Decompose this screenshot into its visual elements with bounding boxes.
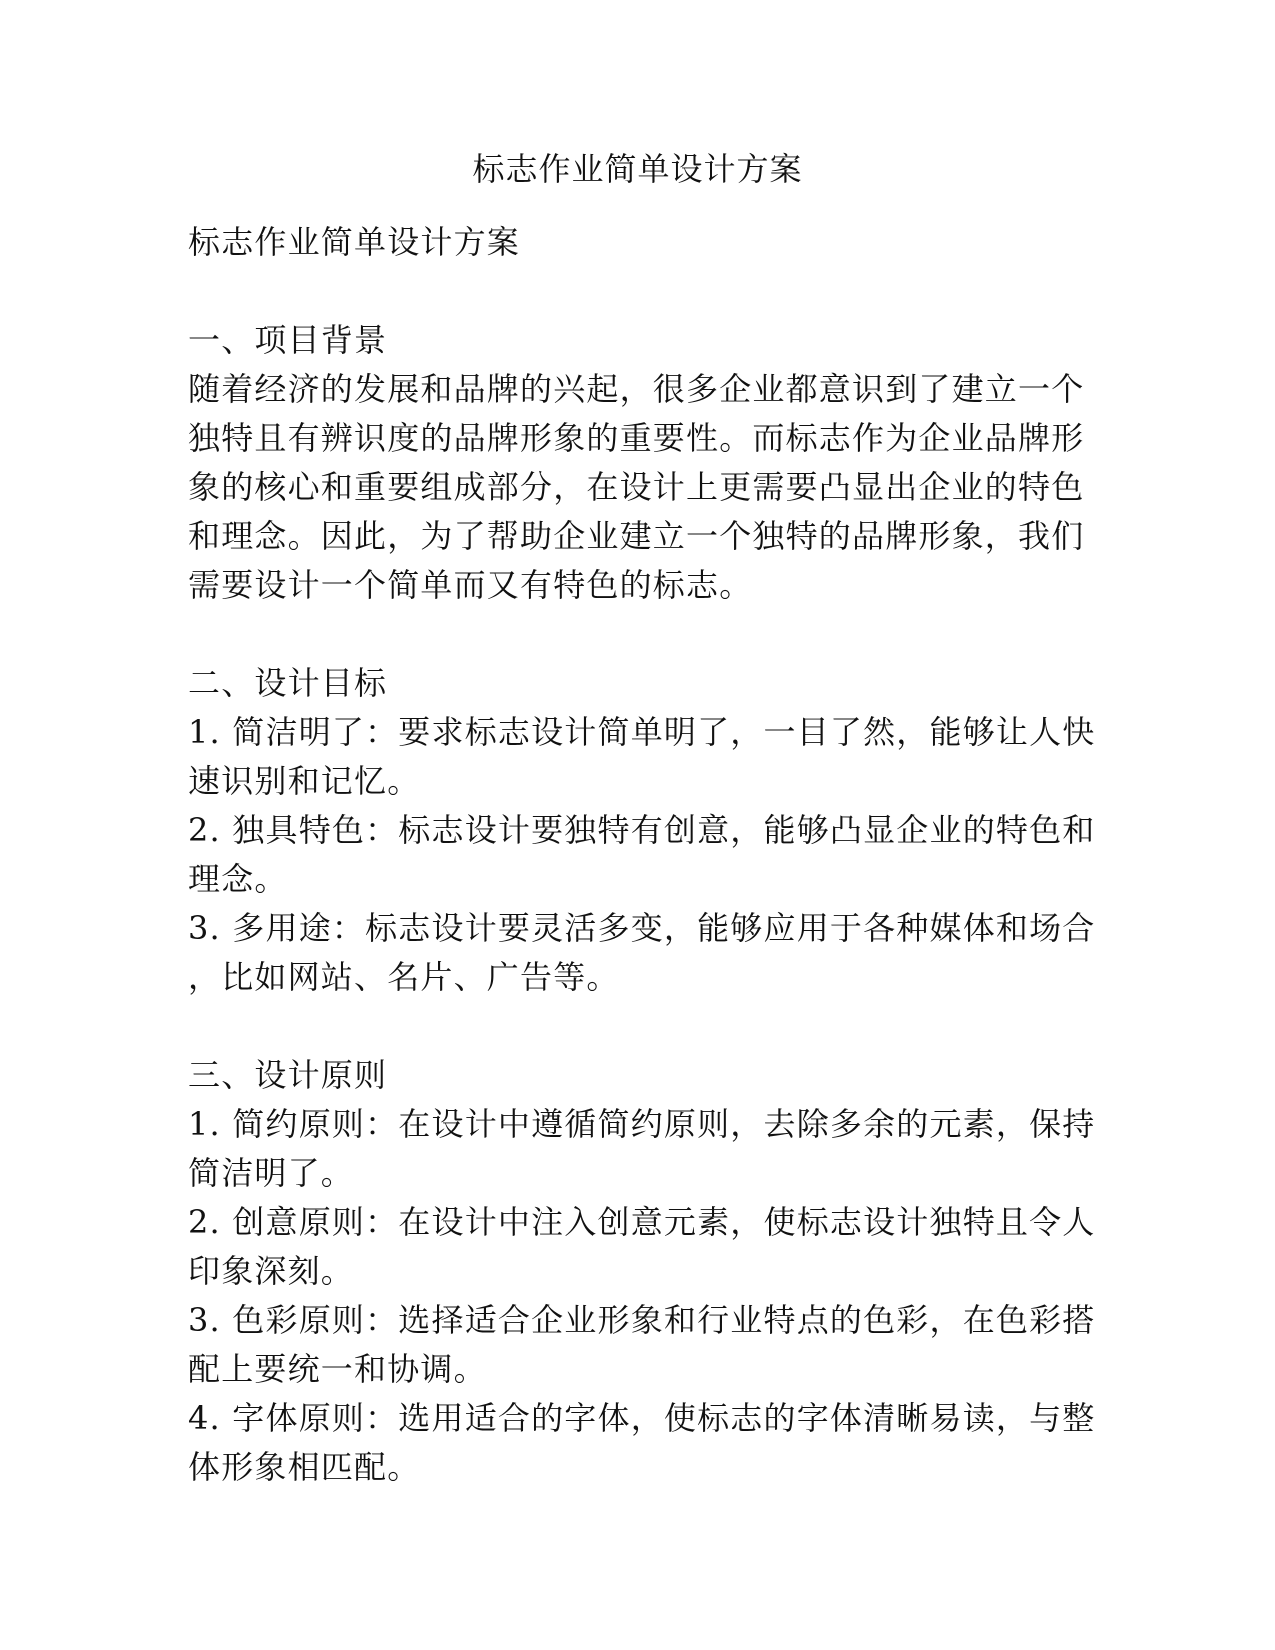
section-heading-background: 一、项目背景: [188, 321, 388, 359]
list-item-line: 1. 简洁明了：要求标志设计简单明了，一目了然，能够让人快: [188, 713, 1096, 751]
paragraph-line: 独特且有辨识度的品牌形象的重要性。而标志作为企业品牌形: [188, 419, 1085, 457]
list-item-line: 配上要统一和协调。: [188, 1350, 487, 1388]
document-subtitle: 标志作业简单设计方案: [188, 223, 521, 261]
paragraph-line: 象的核心和重要组成部分，在设计上更需要凸显出企业的特色: [188, 468, 1085, 506]
list-item-line: 2. 独具特色：标志设计要独特有创意，能够凸显企业的特色和: [188, 811, 1096, 849]
document-body: [188, 218, 1096, 1492]
section-heading-goals: 二、设计目标: [188, 664, 388, 702]
paragraph-line: 需要设计一个简单而又有特色的标志。: [188, 566, 753, 604]
paragraph-gap: [188, 610, 1088, 659]
list-item-line: 3. 色彩原则：选择适合企业形象和行业特点的色彩，在色彩搭: [188, 1301, 1096, 1339]
document-title: 标志作业简单设计方案: [472, 150, 803, 188]
list-item-line: 体形象相匹配。: [188, 1448, 421, 1486]
paragraph-gap: [188, 267, 1088, 316]
list-item-line: 4. 字体原则：选用适合的字体，使标志的字体清晰易读，与整: [188, 1399, 1096, 1437]
section-heading-principles: 三、设计原则: [188, 1056, 388, 1094]
paragraph-line: 随着经济的发展和品牌的兴起，很多企业都意识到了建立一个: [188, 370, 1085, 408]
list-item-line: 3. 多用途：标志设计要灵活多变，能够应用于各种媒体和场合: [188, 909, 1096, 947]
list-item-line: 2. 创意原则：在设计中注入创意元素，使标志设计独特且令人: [188, 1203, 1096, 1241]
list-item-line: ，比如网站、名片、广告等。: [188, 958, 620, 996]
list-item-line: 简洁明了。: [188, 1154, 355, 1192]
paragraph-line: 和理念。因此，为了帮助企业建立一个独特的品牌形象，我们: [188, 517, 1085, 555]
paragraph-gap: [188, 1002, 1088, 1051]
list-item-line: 理念。: [188, 860, 288, 898]
list-item-line: 印象深刻。: [188, 1252, 355, 1290]
list-item-line: 速识别和记忆。: [188, 762, 421, 800]
list-item-line: 1. 简约原则：在设计中遵循简约原则，去除多余的元素，保持: [188, 1105, 1096, 1143]
